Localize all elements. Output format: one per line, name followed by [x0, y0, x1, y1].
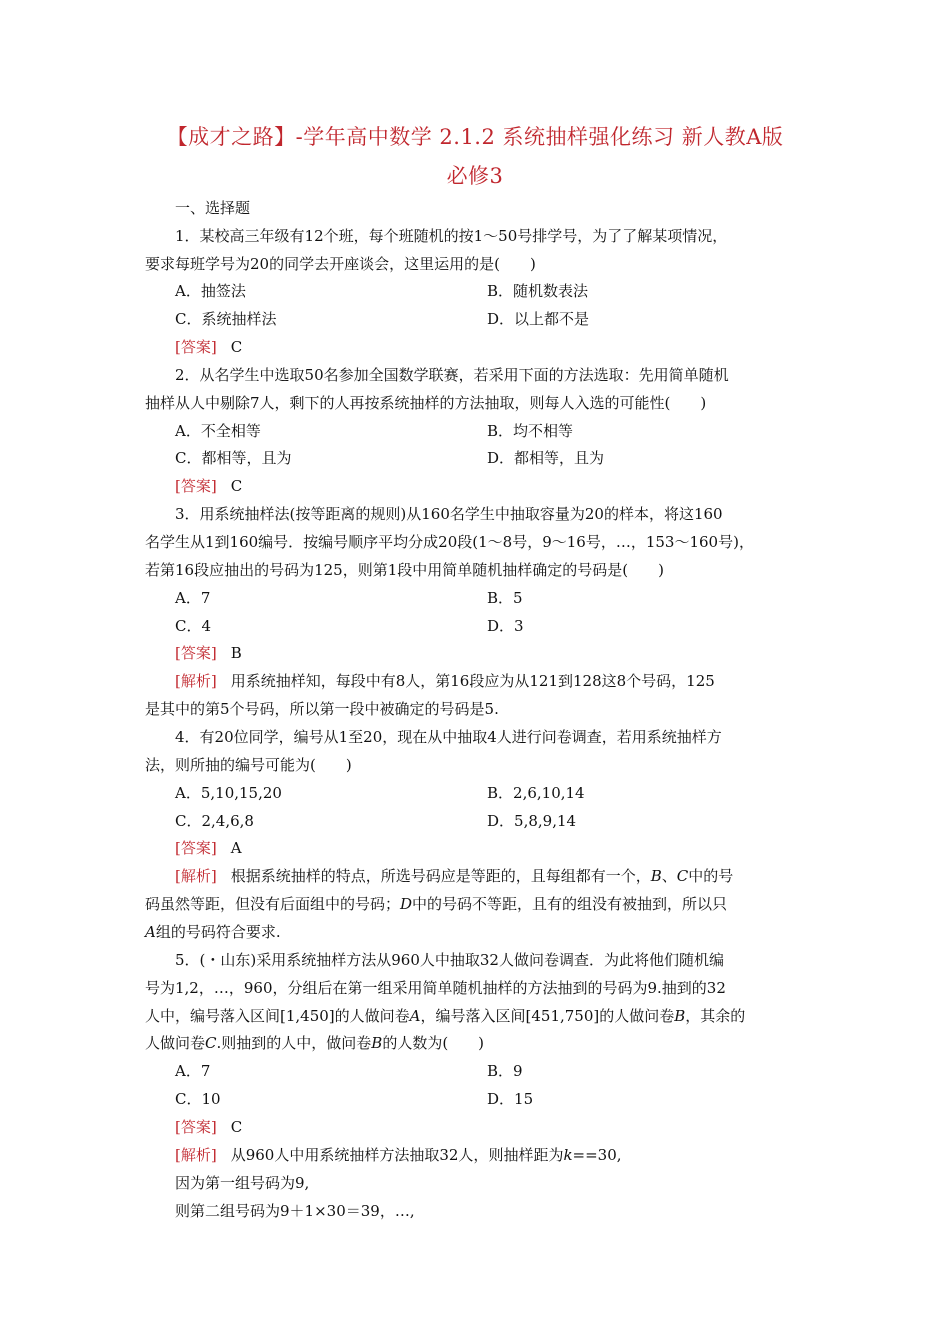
answer-tag: [答案]	[175, 839, 217, 857]
q3-stem-line3: 若第16段应抽出的号码为125，则第1段中用简单随机抽样确定的号码是( )	[145, 561, 664, 579]
q2-answer-value: C	[230, 477, 243, 495]
q4-stem-line2: 法，则所抽的编号可能为( )	[145, 756, 352, 774]
q5-text-4e: 的人数为( )	[382, 1034, 485, 1052]
q4-analysis-var-d: D	[400, 895, 413, 913]
q4-option-b: B．2,6,10,14	[487, 784, 585, 802]
q5-stem-line1: 5．(・山东)采用系统抽样方法从960人中抽取32人做问卷调查．为此将他们随机编	[175, 951, 724, 969]
q5-stem-line2: 号为1,2，…，960，分组后在第一组采用简单随机抽样的方法抽到的号码为9.抽到的32	[145, 979, 726, 997]
q3-answer	[175, 643, 242, 663]
q2-option-b: B．均不相等	[487, 422, 574, 440]
q5-option-b: B．9	[487, 1062, 523, 1080]
q3-option-d: D．3	[487, 617, 524, 635]
q3-option-c: C．4	[175, 617, 212, 635]
analysis-tag: [解析]	[175, 867, 217, 885]
q4-analysis-text2a: 码虽然等距，但没有后面组中的号码；	[145, 895, 401, 913]
q4-option-c: C．2,4,6,8	[175, 812, 254, 830]
q4-analysis-text3b: 组的号码符合要求.	[155, 923, 281, 941]
q1-stem-line1: 1．某校高三年级有12个班，每个班随机的按1～50号排学号，为了了解某项情况，	[175, 227, 728, 245]
q3-analysis-text1: 用系统抽样知，每段中有8人，第16段应为从121到128这8个号码，125	[230, 672, 715, 690]
q5-text-4c: .则抽到的人中，做问卷	[216, 1034, 372, 1052]
q5-text-3c: ，编号落入区间[451,750]的人做问卷	[420, 1007, 675, 1025]
q1-option-c: C．系统抽样法	[175, 310, 277, 328]
q2-option-d: D．都相等，且为	[487, 449, 605, 467]
q3-analysis-line1	[175, 671, 715, 691]
q4-option-a: A．5,10,15,20	[175, 784, 282, 802]
q2-option-a: A．不全相等	[175, 422, 261, 440]
section-heading: 一、选择题	[175, 199, 251, 217]
q5-analysis-line1	[175, 1145, 622, 1165]
q5-var-c: C	[205, 1034, 217, 1052]
q4-analysis-var-a: A	[145, 923, 156, 941]
q3-option-b: B．5	[487, 589, 523, 607]
q2-stem-line2: 抽样从人中剔除7人，剩下的人再按系统抽样的方法抽取，则每人入选的可能性( )	[145, 394, 707, 412]
q5-analysis-var-k: k	[563, 1146, 573, 1164]
q4-analysis-text2c: 中的号码不等距，且有的组没有被抽到，所以只	[412, 895, 728, 913]
document-title: 【成才之路】-学年高中数学 2.1.2 系统抽样强化练习 新人教A版	[166, 125, 784, 149]
q5-option-c: C．10	[175, 1090, 221, 1108]
q4-stem-line1: 4．有20位同学，编号从1至20，现在从中抽取4人进行问卷调查，若用系统抽样方	[175, 728, 722, 746]
answer-tag: [答案]	[175, 1118, 217, 1136]
q5-var-b2: B	[371, 1034, 383, 1052]
q5-text-4a: 人做问卷	[145, 1034, 206, 1052]
q3-stem-line2: 名学生从1到160编号．按编号顺序平均分成20段(1～8号，9～16号，…，153～160号)，	[145, 533, 754, 551]
analysis-tag: [解析]	[175, 672, 217, 690]
q5-var-b: B	[674, 1007, 686, 1025]
q3-option-a: A．7	[175, 589, 211, 607]
analysis-tag: [解析]	[175, 1146, 217, 1164]
q4-analysis-sep: 、	[661, 867, 677, 885]
answer-tag: [答案]	[175, 338, 217, 356]
q5-answer	[175, 1117, 242, 1137]
answer-tag: [答案]	[175, 644, 217, 662]
q4-analysis-line1	[175, 866, 733, 886]
q4-analysis-text1a: 根据系统抽样的特点，所选号码应是等距的，且每组都有一个，	[230, 867, 651, 885]
q5-stem-line4	[145, 1033, 484, 1053]
q5-text-3a: 人中，编号落入区间[1,450]的人做问卷	[145, 1007, 410, 1025]
q5-analysis-text1c: ==30,	[572, 1146, 622, 1164]
q4-analysis-line2	[145, 894, 727, 914]
q1-answer	[175, 337, 242, 357]
document-title-line2: 必修3	[446, 164, 504, 188]
q2-option-c: C．都相等，且为	[175, 449, 292, 467]
q1-answer-value: C	[230, 338, 243, 356]
q5-var-a: A	[409, 1007, 421, 1025]
q3-analysis-line2: 是其中的第5个号码，所以第一段中被确定的号码是5.	[145, 700, 499, 718]
q2-answer	[175, 476, 242, 496]
q4-analysis-line3	[145, 922, 281, 942]
q4-analysis-text1e: 中的号	[688, 867, 734, 885]
q1-stem-line2: 要求每班学号为20的同学去开座谈会，这里运用的是( )	[145, 255, 536, 273]
q1-option-a: A．抽签法	[175, 282, 246, 300]
q5-stem-line3	[145, 1006, 745, 1026]
q5-analysis-line3: 则第二组号码为9＋1×30＝39，…,	[175, 1202, 415, 1220]
q1-option-b: B．随机数表法	[487, 282, 589, 300]
q4-answer	[175, 838, 242, 858]
q5-analysis-text1a: 从960人中用系统抽样方法抽取32人，则抽样距为	[230, 1146, 564, 1164]
q5-answer-value: C	[230, 1118, 243, 1136]
q4-analysis-var-c: C	[676, 867, 689, 885]
q5-analysis-line2: 因为第一组号码为9,	[175, 1174, 310, 1192]
q1-option-d: D．以上都不是	[487, 310, 590, 328]
q5-text-3e: ，其余的	[685, 1007, 746, 1025]
q4-option-d: D．5,8,9,14	[487, 812, 577, 830]
q3-answer-value: B	[230, 644, 242, 662]
q5-option-d: D．15	[487, 1090, 534, 1108]
q2-stem-line1: 2．从名学生中选取50名参加全国数学联赛，若采用下面的方法选取：先用简单随机	[175, 366, 729, 384]
q3-stem-line1: 3．用系统抽样法(按等距离的规则)从160名学生中抽取容量为20的样本，将这160	[175, 505, 723, 523]
q4-answer-value: A	[230, 839, 242, 857]
answer-tag: [答案]	[175, 477, 217, 495]
q4-analysis-var-b: B	[650, 867, 662, 885]
q5-option-a: A．7	[175, 1062, 211, 1080]
